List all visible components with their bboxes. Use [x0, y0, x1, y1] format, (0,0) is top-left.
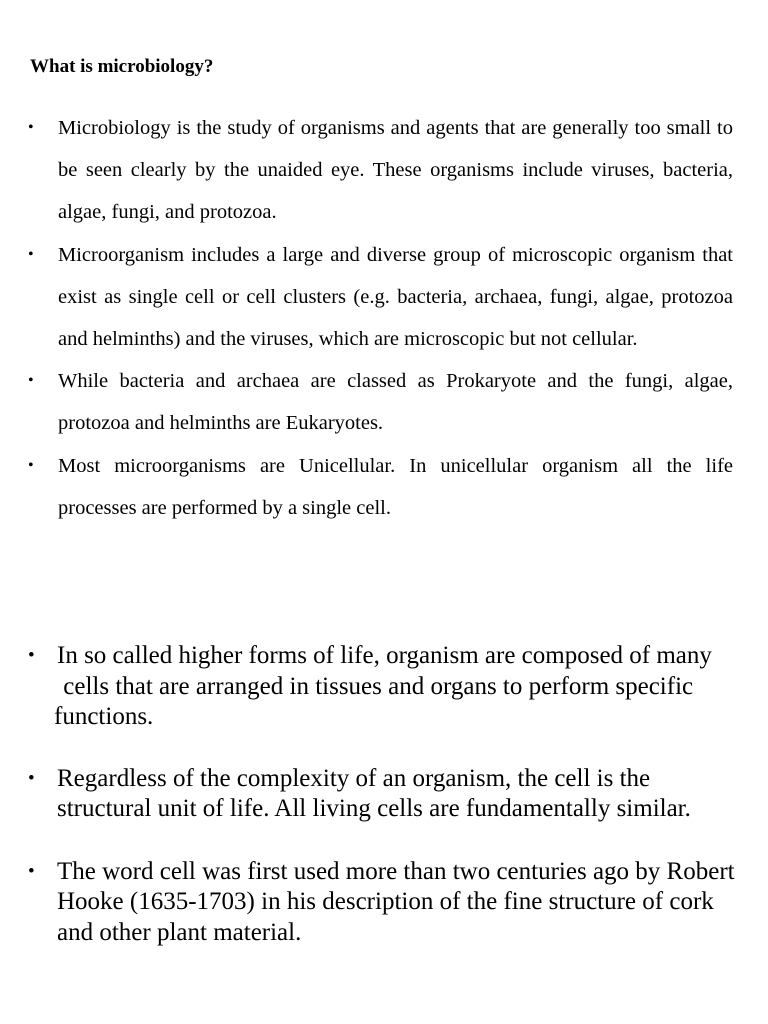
bullet-icon: •	[28, 119, 34, 136]
list-item	[0, 360, 768, 444]
list-item-text-line: functions.	[54, 703, 154, 730]
list-item-text: Microbiology is the study of organisms and agents that are generally too small to be seen clearly by the unaided eye. These organisms include viruses, bacteria, algae, fungi, and protozoa.	[58, 117, 733, 224]
list-item-text: Microorganism includes a large and diverse group of microscopic organism that exist as single cell or cell clusters (e.g. bacteria, archaea, fungi, algae, protozoa and helminths) and the viruses, which are microscopic but not cellular.	[58, 243, 733, 351]
bullet-list-microbiology	[0, 107, 768, 529]
list-item-text: Regardless of the complexity of an organism, the cell is the structural unit of life. All living cells are fundamentally similar.	[57, 764, 691, 822]
bullet-icon: •	[28, 645, 35, 666]
bullet-icon: •	[28, 860, 35, 882]
list-item-text-line: In so called higher forms of life, organism are composed of many	[57, 642, 712, 669]
list-item	[0, 234, 768, 361]
page-heading: What is microbiology?	[30, 56, 214, 77]
bullet-icon: •	[28, 245, 34, 263]
list-item-text: The word cell was first used more than two centuries ago by Robert Hooke (1635-1703) in his description of the fine structure of cork and other plant material.	[57, 857, 735, 946]
list-item	[0, 857, 768, 949]
list-item	[0, 641, 768, 733]
list-item	[0, 764, 768, 825]
list-item	[0, 445, 768, 529]
list-item-text: While bacteria and archaea are classed as Prokaryote and the fungi, algae, protozoa and helminths are Eukaryotes.	[58, 370, 733, 435]
list-item	[0, 107, 768, 234]
list-item-text-line: cells that are arranged in tissues and organs to perform specific	[57, 672, 694, 700]
bullet-list-cells	[0, 641, 768, 948]
bullet-icon: •	[28, 767, 35, 789]
bullet-icon: •	[28, 372, 34, 390]
bullet-icon: •	[28, 456, 34, 474]
list-item-text: Most microorganisms are Unicellular. In unicellular organism all the life processes are performed by a single cell.	[58, 454, 733, 519]
